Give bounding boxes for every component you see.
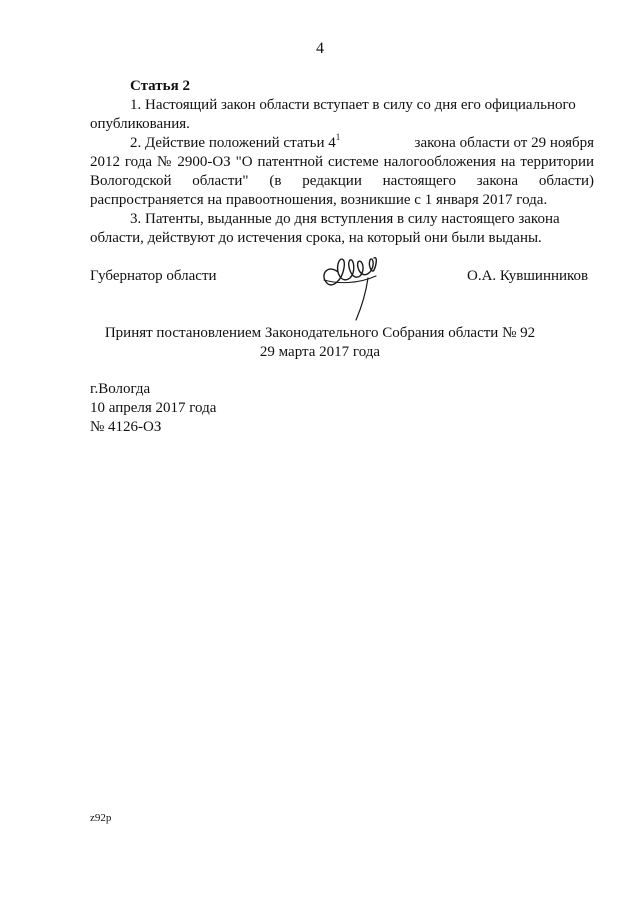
page-number: 4	[316, 40, 324, 57]
item-2-line-1-start: 2. Действие положений статьи $4^1$	[130, 132, 341, 151]
item-3-line-2: области, действуют до истечения срока, на который они были выданы.	[90, 230, 542, 246]
law-date: 10 апреля 2017 года	[90, 400, 217, 416]
signatory-name: О.А. Кувшинников	[467, 268, 589, 284]
law-number: № 4126-ОЗ	[90, 419, 162, 435]
article-heading: Статья 2	[130, 78, 190, 94]
item-2-line-1-end: закона области от 29 ноября	[414, 135, 594, 151]
item-2-line-4: распространяется на правоотношения, возникшие с 1 января 2017 года.	[90, 192, 548, 208]
superscript-one: 1	[335, 132, 341, 142]
city: г.Вологда	[90, 381, 151, 397]
item-1-line-1: 1. Настоящий закон области вступает в силу со дня его официального	[130, 97, 576, 113]
adoption-date: 29 марта 2017 года	[259, 344, 381, 360]
item-2-line-2: 2012 года № 2900-ОЗ "О патентной системе налогообложения на территории	[90, 154, 594, 170]
item-2-line-3: Вологодской области" (в редакции настоящего закона области)	[90, 173, 594, 189]
handwritten-signature	[310, 250, 400, 325]
item-1-line-2: опубликования.	[90, 116, 190, 132]
signatory-title: Губернатор области	[90, 268, 217, 284]
document-code: z92p	[90, 812, 112, 824]
item-3-line-1: 3. Патенты, выданные до дня вступления в силу настоящего закона	[130, 211, 560, 227]
item-2-line-1	[130, 134, 594, 153]
adoption-line-1: Принят постановлением Законодательного Собрания области № 92	[104, 325, 536, 341]
